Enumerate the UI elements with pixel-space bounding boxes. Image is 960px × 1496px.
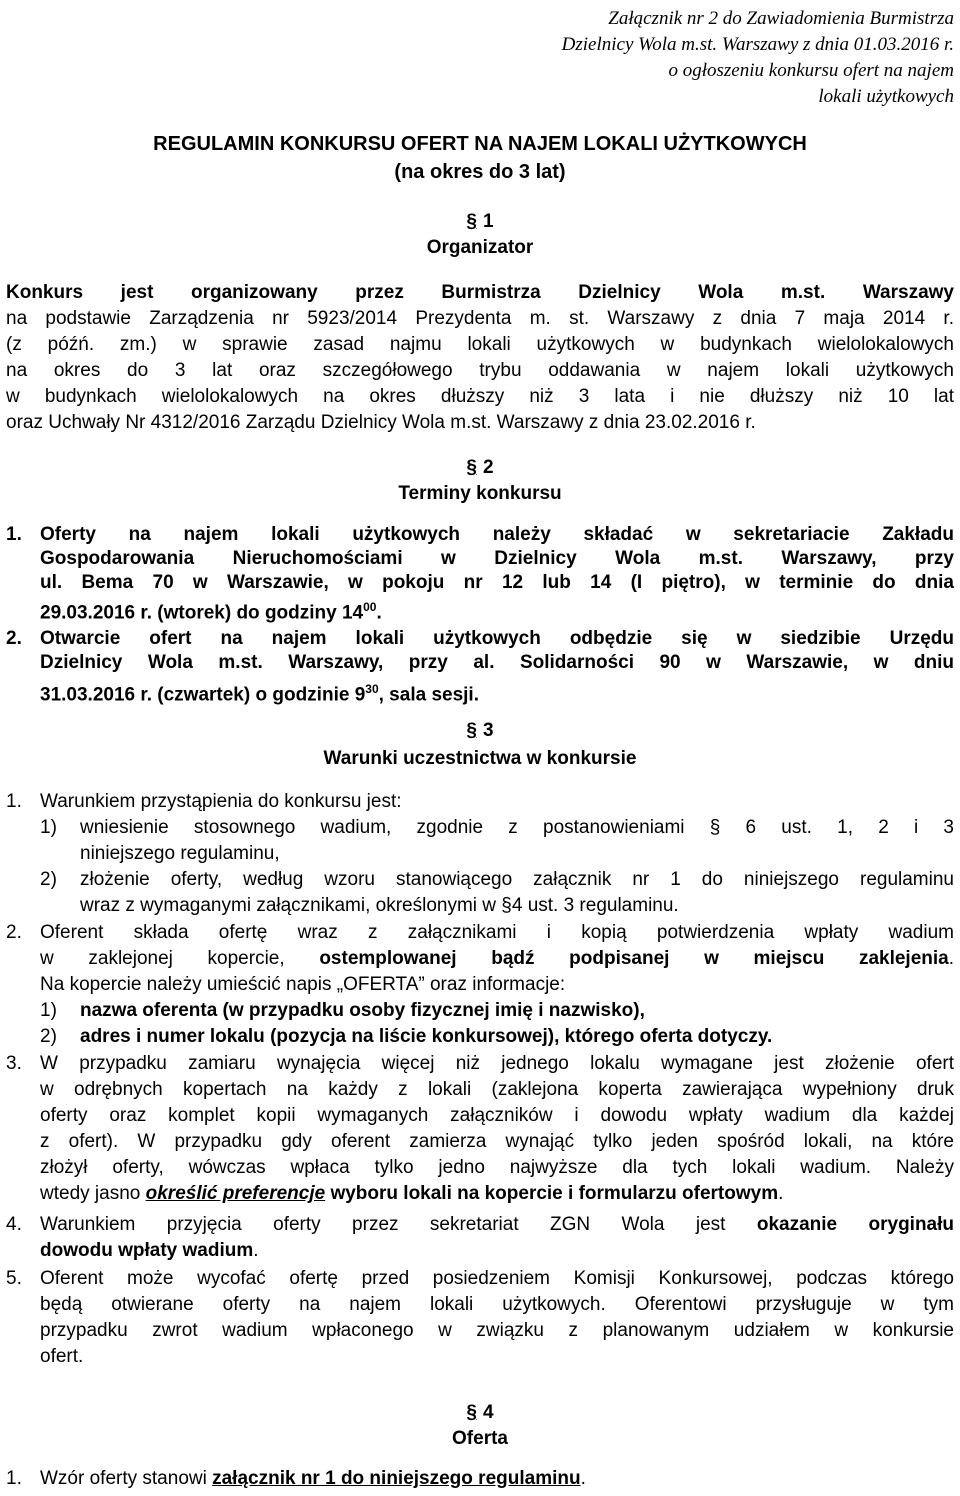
- s3-item-4-line-1: Warunkiem przyjęcia oferty przez sekretariat ZGN Wola jest okazanie oryginału: [40, 1214, 955, 1235]
- s3-item-2-line-1: Oferent składa ofertę wraz z załącznikami i kopią potwierdzenia wpłaty wadium: [40, 922, 954, 943]
- s3-subitem-2-number: 2): [40, 869, 57, 890]
- s3-item-3-line-4: z ofert). W przypadku gdy oferent zamierza wynająć tylko jeden spośród lokali, na które: [40, 1131, 954, 1152]
- s4-item-1-number: 1.: [6, 1468, 22, 1489]
- section-symbol: §: [466, 1402, 477, 1423]
- section-symbol: §: [466, 720, 477, 741]
- s3-item-5-line-3: przypadku zwrot wadium wpłaconego w związku z planowanym udziałem w konkursie: [40, 1320, 954, 1341]
- s3-item-5-line-4: ofert.: [40, 1346, 84, 1367]
- s3-item-3-number: 3.: [6, 1053, 22, 1074]
- annex-line-1: Załącznik nr 2 do Zawiadomienia Burmistrza: [608, 8, 954, 29]
- s3-subitem-1-line-1: wniesienie stosownego wadium, zgodnie z postanowieniami § 6 ust. 1, 2 i 3: [80, 817, 954, 838]
- s3-subitem-2-line-1: złożenie oferty, według wzoru stanowiącego załącznik nr 1 do niniejszego regulaminu: [80, 869, 954, 890]
- s2-item-2-line-2: Dzielnicy Wola m.st. Warszawy, przy al. Solidarności 90 w Warszawie, w dniu: [40, 652, 954, 673]
- section-4-heading: Oferta: [452, 1428, 508, 1449]
- section-2-number: § 2: [466, 457, 494, 478]
- section-3-heading: Warunki uczestnictwa w konkursie: [323, 748, 637, 769]
- section-symbol: §: [466, 457, 477, 478]
- s3-item-2-sub-1: nazwa oferenta (w przypadku osoby fizycznej imię i nazwisko),: [80, 1000, 645, 1021]
- s3-item-1-number: 1.: [6, 791, 22, 812]
- s1-line-1: Konkurs jest organizowany przez Burmistrza Dzielnicy Wola m.st. Warszawy: [6, 282, 954, 303]
- document-title: REGULAMIN KONKURSU OFERT NA NAJEM LOKALI UŻYTKOWYCH: [153, 133, 807, 155]
- s3-subitem-2-line-2: wraz z wymaganymi załącznikami, określonymi w §4 ust. 3 regulaminu.: [80, 895, 679, 916]
- annex-line-3: o ogłoszeniu konkursu ofert na najem: [668, 60, 954, 81]
- s2-item-2-number: 2.: [6, 628, 22, 649]
- s3-item-4-number: 4.: [6, 1214, 22, 1235]
- s3-item-3-line-3: oferty oraz komplet kopii wymaganych załączników i dowodu wpłaty wadium dla każdej: [40, 1105, 954, 1126]
- s4-item-1-text: Wzór oferty stanowi załącznik nr 1 do niniejszego regulaminu.: [40, 1468, 586, 1489]
- s2-item-1-line-4: 29.03.2016 r. (wtorek) do godziny $14^{00}$.: [40, 600, 382, 624]
- s3-item-5-line-1: Oferent może wycofać ofertę przed posiedzeniem Komisji Konkursowej, podczas którego: [40, 1268, 954, 1289]
- s2-item-1-line-1: Oferty na najem lokali użytkowych należy składać w sekretariacie Zakładu: [40, 524, 954, 545]
- s3-item-5-number: 5.: [6, 1268, 22, 1289]
- s3-item-3-line-6: wtedy jasno określić preferencje wyboru lokali na kopercie i formularzu ofertowym.: [40, 1183, 784, 1204]
- s1-line-3: (z późń. zm.) w sprawie zasad najmu lokali użytkowych w budynkach wielolokalowych: [6, 334, 954, 355]
- s3-item-1-text: Warunkiem przystąpienia do konkursu jest:: [40, 791, 402, 812]
- s2-item-2-line-1: Otwarcie ofert na najem lokali użytkowych odbędzie się w siedzibie Urzędu: [40, 628, 954, 649]
- s3-item-2-sub-2-number: 2): [40, 1026, 57, 1047]
- section-1-heading: Organizator: [426, 237, 534, 258]
- s1-line-5: w budynkach wielolokalowych na okres dłuższy niż 3 lata i nie dłuższy niż 10 lat: [6, 386, 954, 407]
- s3-subitem-1-number: 1): [40, 817, 57, 838]
- s3-subitem-1-line-2: niniejszego regulaminu,: [80, 843, 280, 864]
- s2-item-1-line-3: ul. Bema 70 w Warszawie, w pokoju nr 12 lub 14 (I piętro), w terminie do dnia: [40, 572, 954, 593]
- s3-item-2-line-2: w zaklejonej kopercie, ostemplowanej bądź podpisanej w miejscu zaklejenia.: [40, 948, 955, 969]
- section-symbol: §: [466, 211, 477, 232]
- s3-item-3-line-5: złożył oferty, wówczas wpłaca tylko jedno najwyższe dla tych lokali wadium. Należy: [40, 1157, 954, 1178]
- s1-line-4: na okres do 3 lat oraz szczegółowego trybu oddawania w najem lokali użytkowych: [6, 360, 954, 381]
- s3-item-5-line-2: będą otwierane oferty na najem lokali użytkowych. Oferentowi przysługuje w tym: [40, 1294, 954, 1315]
- s3-item-2-number: 2.: [6, 922, 22, 943]
- s2-item-2-line-3: 31.03.2016 r. (czwartek) o godzinie $9^{30}$, sala sesji.: [40, 682, 479, 706]
- document-subtitle: (na okres do 3 lat): [394, 161, 566, 183]
- s2-item-1-number: 1.: [6, 524, 22, 545]
- s3-item-3-line-2: w odrębnych kopertach na każdy z lokali (zaklejona koperta zawierająca wypełniony druk: [40, 1079, 954, 1100]
- annex-line-4: lokali użytkowych: [818, 86, 954, 107]
- section-2-heading: Terminy konkursu: [398, 483, 562, 504]
- annex-note: [562, 6, 954, 110]
- section-4-number: § 4: [466, 1402, 494, 1423]
- s3-item-2-sub-1-number: 1): [40, 1000, 57, 1021]
- s3-item-4-line-2: dowodu wpłaty wadium.: [40, 1240, 259, 1261]
- s3-item-2-sub-2: adres i numer lokalu (pozycja na liście konkursowej), którego oferta dotyczy.: [80, 1026, 773, 1047]
- s3-item-3-line-1: W przypadku zamiaru wynajęcia więcej niż jednego lokalu wymagane jest złożenie ofert: [40, 1053, 954, 1074]
- s3-item-2-line-3: Na kopercie należy umieścić napis „OFERTA” oraz informacje:: [40, 974, 566, 995]
- annex-line-2: Dzielnicy Wola m.st. Warszawy z dnia 01.03.2016 r.: [561, 34, 954, 55]
- section-1-number: § 1: [466, 211, 494, 232]
- s2-item-1-line-2: Gospodarowania Nieruchomościami w Dzielnicy Wola m.st. Warszawy, przy: [40, 548, 954, 569]
- s1-line-6: oraz Uchwały Nr 4312/2016 Zarządu Dzielnicy Wola m.st. Warszawy z dnia 23.02.2016 r.: [6, 412, 756, 433]
- section-3-number: § 3: [466, 720, 494, 741]
- s1-line-2: na podstawie Zarządzenia nr 5923/2014 Prezydenta m. st. Warszawy z dnia 7 maja 2014 r.: [6, 308, 954, 329]
